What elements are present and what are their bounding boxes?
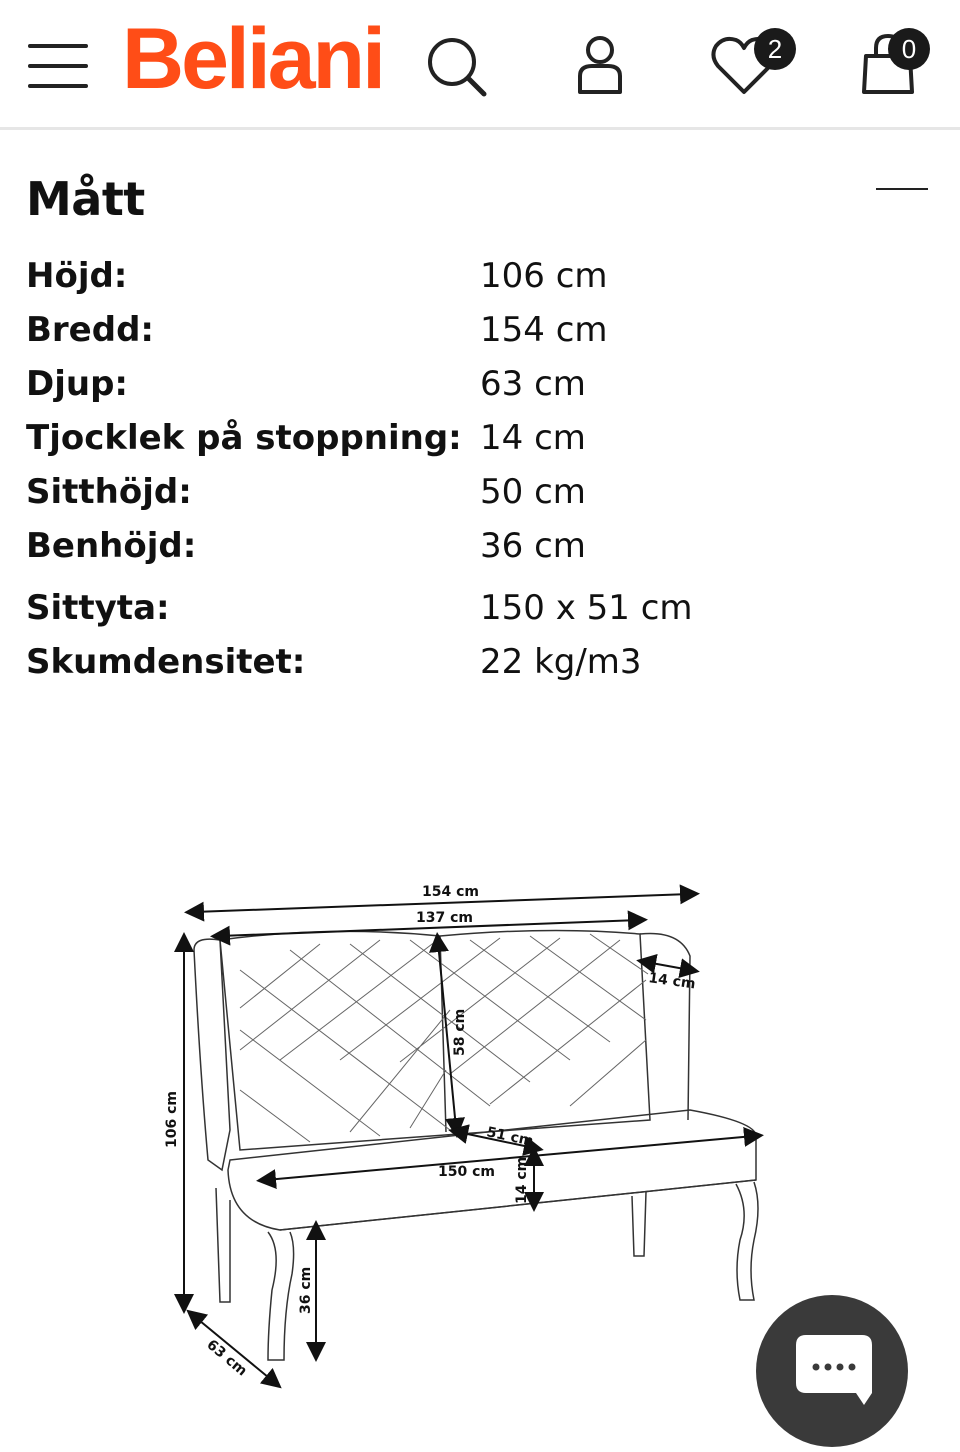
- spec-label: Höjd:: [26, 256, 128, 296]
- spec-row: [26, 310, 926, 360]
- cart-count-badge: 0: [888, 28, 930, 70]
- dimension-label-137: 137 cm: [416, 910, 473, 926]
- menu-icon[interactable]: [28, 44, 88, 88]
- spec-label: Tjocklek på stoppning:: [26, 418, 462, 458]
- spec-value: 154 cm: [480, 310, 608, 350]
- dimension-label-106: 106 cm: [164, 1091, 180, 1148]
- spec-label: Djup:: [26, 364, 129, 404]
- spec-value: 36 cm: [480, 526, 586, 566]
- dimension-label-63: 63 cm: [203, 1336, 250, 1380]
- dimension-label-cushion-14: 14 cm: [514, 1156, 530, 1204]
- search-icon[interactable]: [420, 30, 492, 102]
- user-icon[interactable]: [564, 30, 636, 102]
- section-title: Mått: [26, 172, 145, 226]
- spec-value: 63 cm: [480, 364, 586, 404]
- spec-value: 150 x 51 cm: [480, 588, 693, 628]
- dimension-label-154: 154 cm: [422, 884, 479, 900]
- spec-row: [26, 256, 926, 306]
- spec-label: Sitthöjd:: [26, 472, 192, 512]
- dimension-diagram: [150, 870, 790, 1390]
- spec-label: Sittyta:: [26, 588, 170, 628]
- spec-label: Bredd:: [26, 310, 155, 350]
- site-header: [0, 0, 960, 130]
- cart-button[interactable]: [852, 30, 924, 102]
- spec-value: 22 kg/m3: [480, 642, 642, 682]
- wishlist-count-badge: 2: [754, 28, 796, 70]
- dimension-label-36: 36 cm: [298, 1266, 314, 1314]
- spec-label: Skumdensitet:: [26, 642, 306, 682]
- spec-row: [26, 642, 926, 692]
- dimension-label-58: 58 cm: [452, 1008, 468, 1056]
- spec-value: 14 cm: [480, 418, 586, 458]
- chat-button[interactable]: [756, 1295, 908, 1447]
- spec-row: [26, 418, 926, 468]
- spec-label: Benhöjd:: [26, 526, 197, 566]
- minus-icon[interactable]: [876, 186, 928, 192]
- spec-row: [26, 364, 926, 414]
- spec-row: [26, 526, 926, 576]
- dimension-label-150: 150 cm: [438, 1164, 495, 1180]
- spec-value: 50 cm: [480, 472, 586, 512]
- wishlist-button[interactable]: [708, 30, 783, 102]
- spec-row: [26, 588, 926, 638]
- dimension-label-51: 51 cm: [485, 1124, 535, 1150]
- logo[interactable]: Beliani: [122, 11, 383, 107]
- chat-icon: [756, 1295, 908, 1447]
- spec-value: 106 cm: [480, 256, 608, 296]
- sofa-drawing: [150, 870, 790, 1390]
- spec-row: [26, 472, 926, 522]
- dimension-label-wing-14: 14 cm: [647, 970, 697, 993]
